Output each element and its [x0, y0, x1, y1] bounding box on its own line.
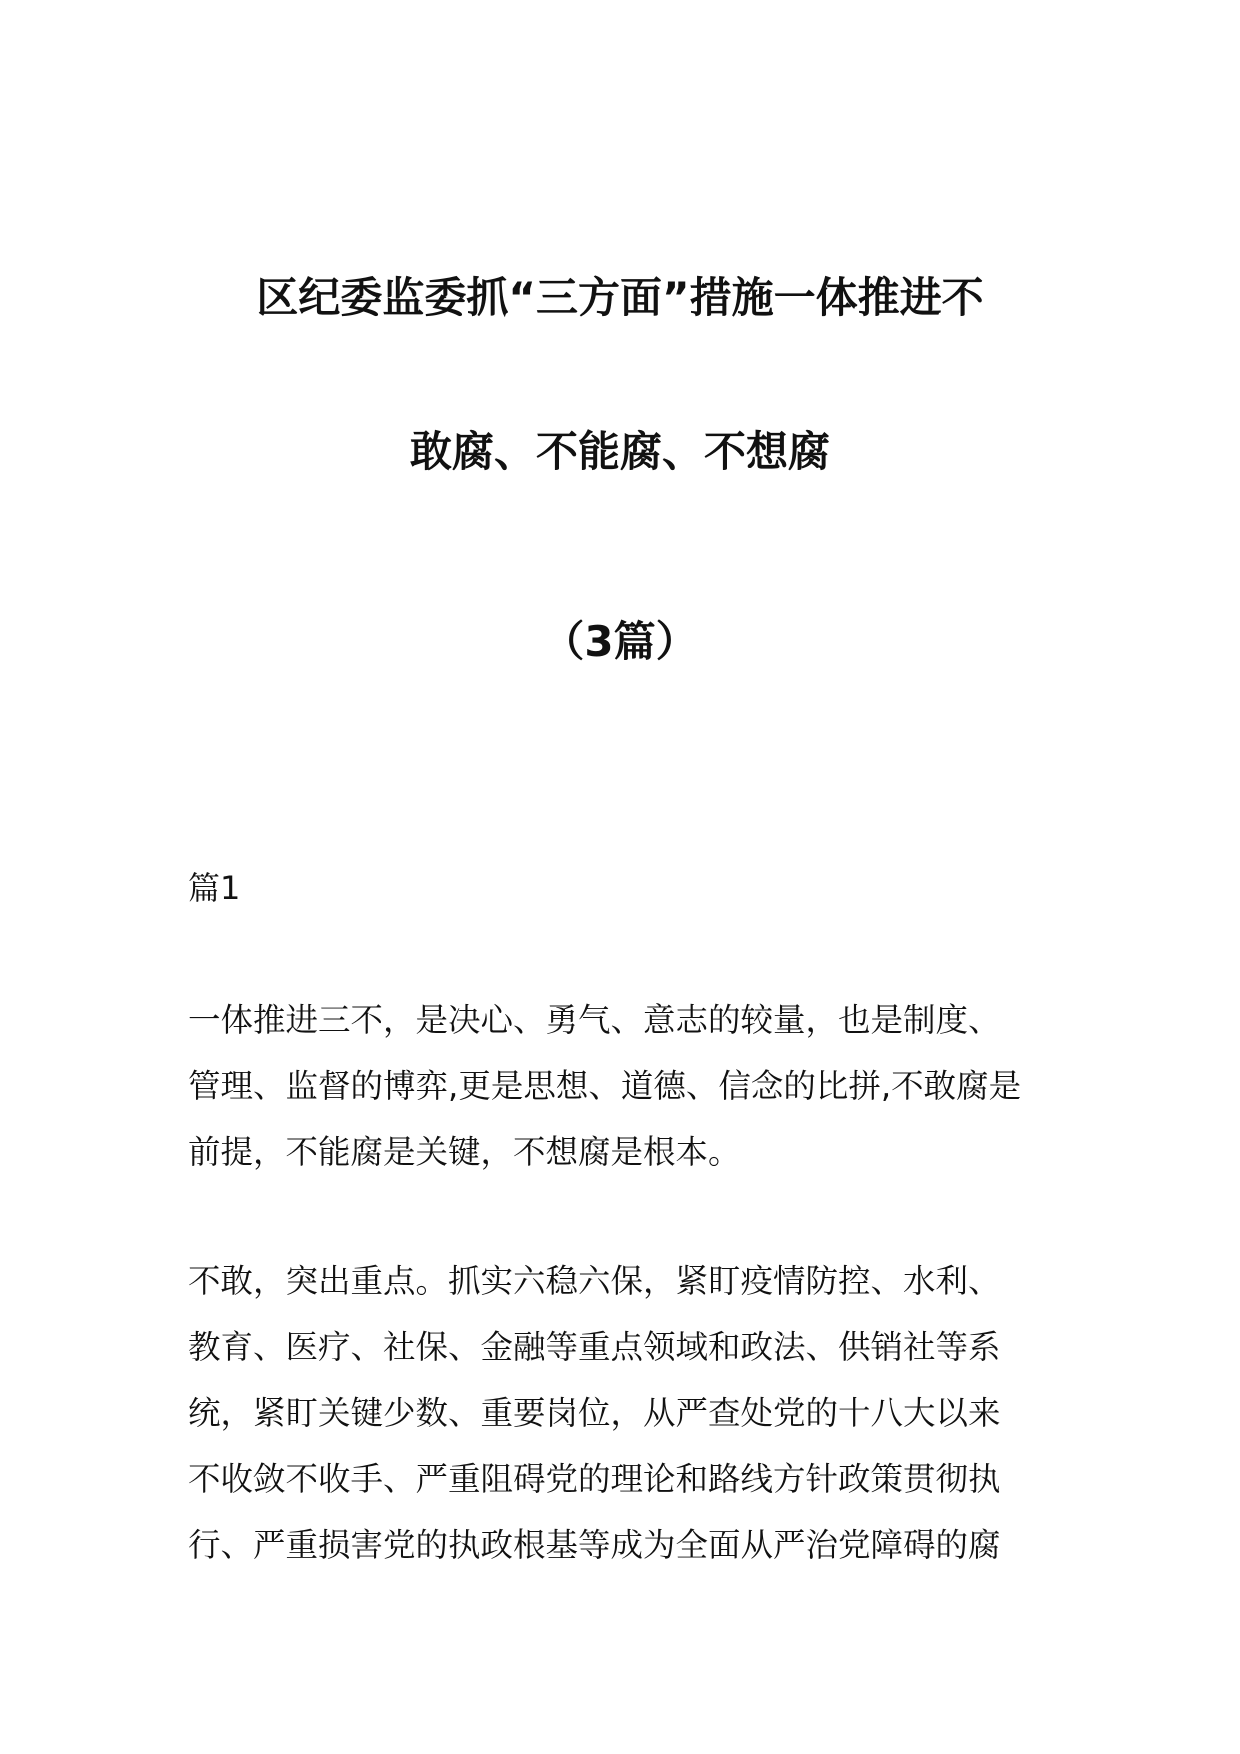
paragraph-line: 不收敛不收手、严重阻碍党的理论和路线方针政策贯彻执	[188, 1460, 1001, 1498]
paragraph-line: 统，紧盯关键少数、重要岗位，从严查处党的十八大以来	[188, 1394, 1001, 1432]
paragraph-line: 不敢，突出重点。抓实六稳六保，紧盯疫情防控、水利、	[188, 1262, 1001, 1300]
paragraph-bugan	[188, 1248, 1058, 1578]
document-title-count: （3篇）	[542, 617, 698, 666]
paragraph-intro	[188, 987, 1058, 1185]
paragraph-line: 一体推进三不，是决心、勇气、意志的较量，也是制度、	[188, 1001, 1001, 1039]
section-heading: 篇1	[188, 869, 241, 907]
paragraph-line: 管理、监督的博弈,更是思想、道德、信念的比拼,不敢腐是	[188, 1067, 1022, 1105]
document-title-line-2: 敢腐、不能腐、不想腐	[409, 427, 830, 476]
paragraph-line: 前提，不能腐是关键，不想腐是根本。	[188, 1133, 741, 1171]
paragraph-line: 行、严重损害党的执政根基等成为全面从严治党障碍的腐	[188, 1526, 1001, 1564]
paragraph-line: 教育、医疗、社保、金融等重点领域和政法、供销社等系	[188, 1328, 1001, 1366]
document-title-line-1: 区纪委监委抓“三方面”措施一体推进不	[256, 273, 984, 322]
